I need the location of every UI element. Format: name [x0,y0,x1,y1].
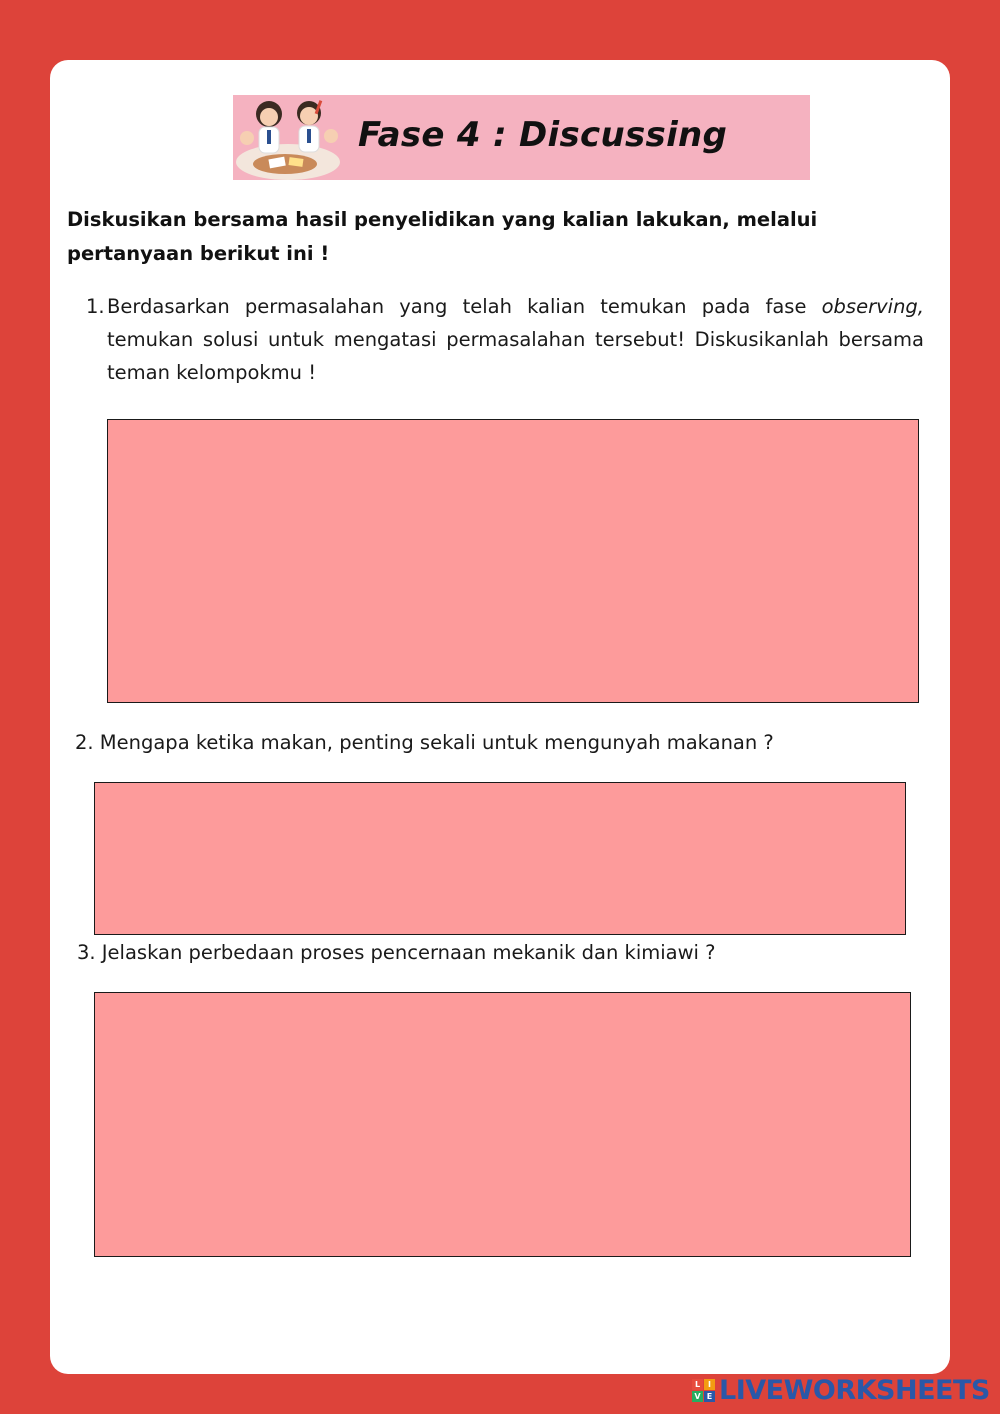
answer-box-2[interactable] [94,782,906,935]
logo-letter: V [692,1391,703,1402]
question-1-text-part: temukan solusi untuk mengatasi permasalahan tersebut! Diskusikanlah bersama teman kelompokmu ! [107,328,924,384]
question-3-text: 3. Jelaskan perbedaan proses pencernaan mekanik dan kimiawi ? [77,941,716,964]
question-1-italic-term: observing, [821,295,924,318]
logo-letter: I [704,1379,715,1390]
page-title: Fase 4 : Discussing [358,115,728,155]
instruction-text: Diskusikan bersama hasil penyelidikan yang kalian lakukan, melalui pertanyaan berikut ini ! [67,208,818,265]
answer-box-3[interactable] [94,992,911,1257]
liveworksheets-logo [692,1373,990,1407]
question-1-text [107,290,924,389]
logo-text: LIVEWORKSHEETS [719,1374,990,1406]
answer-box-1[interactable] [107,419,919,703]
liveworksheets-logo-icon [692,1379,715,1402]
question-1-number: 1. [86,295,105,318]
logo-letter: L [692,1379,703,1390]
students-discussing-illustration [233,92,343,184]
logo-letter: E [704,1391,715,1402]
question-1-text-part: Berdasarkan permasalahan yang telah kalian temukan pada fase [107,295,822,318]
question-2-text: 2. Mengapa ketika makan, penting sekali untuk mengunyah makanan ? [75,731,774,754]
